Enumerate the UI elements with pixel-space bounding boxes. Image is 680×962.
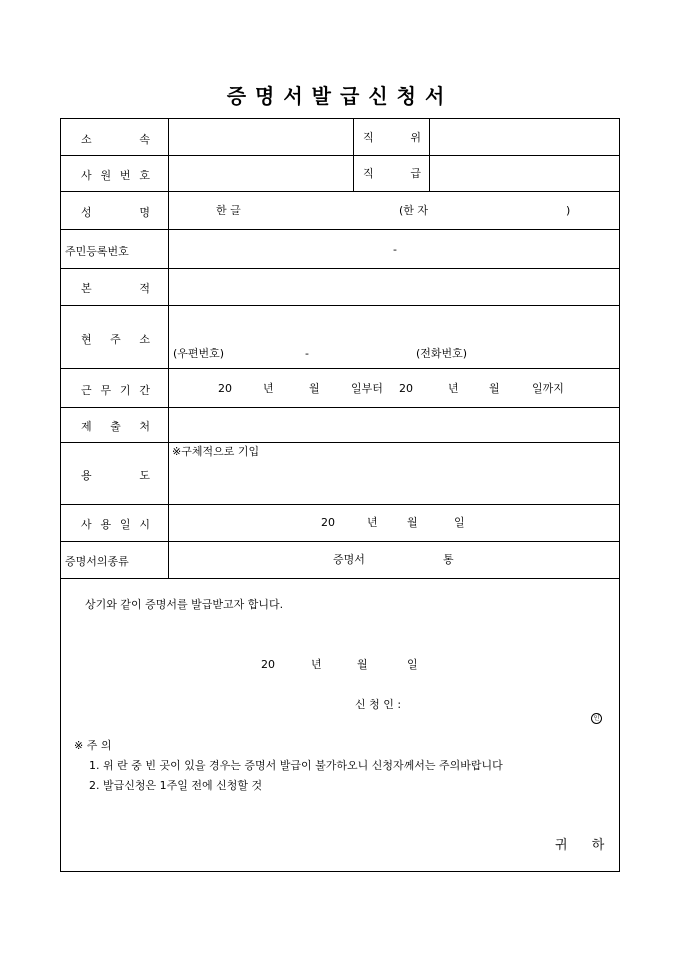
purpose-label: 용 도: [81, 469, 150, 482]
addressee: 귀 하: [555, 838, 615, 853]
notice-item: 1. 위 란 중 빈 곳이 있을 경우는 증명서 발급이 불가하오니 신청자께서는 주의바랍니다: [89, 759, 503, 772]
phone-field[interactable]: (전화번호): [416, 347, 468, 360]
period-month-unit: 월: [309, 382, 320, 395]
resident-number-label: 주민등록번호: [65, 245, 129, 258]
name-korean-field[interactable]: 한 글: [216, 204, 241, 217]
use-date-day-unit: 일: [454, 516, 465, 529]
row-divider: [61, 578, 619, 579]
affiliation-label: 소 속: [81, 133, 150, 146]
seal-icon: 인: [591, 713, 602, 724]
name-label: 성 명: [81, 206, 150, 219]
address-label: 현 주 소: [81, 333, 150, 346]
period-year-unit: 년: [263, 382, 274, 395]
row-divider: [61, 191, 619, 192]
grade-label: 직 급: [363, 167, 421, 180]
seal-mark: [577, 697, 602, 737]
apply-date-day-unit: 일: [407, 658, 418, 671]
period-end-month-unit: 월: [489, 382, 500, 395]
position-label: 직 위: [363, 131, 421, 144]
applicant-label: 신 청 인 :: [355, 698, 402, 711]
row-divider: [61, 541, 619, 542]
row-divider: [61, 442, 619, 443]
page-title: 증명서발급신청서: [226, 84, 454, 108]
submit-to-label: 제 출 처: [81, 420, 150, 433]
affiliation-field[interactable]: [168, 119, 353, 155]
origin-label: 본 적: [81, 282, 150, 295]
resident-number-field[interactable]: -: [393, 243, 397, 256]
use-date-year[interactable]: 20: [321, 516, 335, 529]
period-to-unit: 일까지: [532, 382, 564, 395]
period-start-year[interactable]: 20: [218, 382, 232, 395]
name-hanja-field[interactable]: (한 자: [399, 204, 429, 217]
period-from-unit: 일부터: [351, 382, 383, 395]
cert-type-name[interactable]: 증명서: [333, 553, 365, 566]
name-hanja-close: ): [566, 204, 571, 217]
grade-field[interactable]: [430, 156, 619, 191]
cert-type-count-unit: 통: [443, 553, 454, 566]
purpose-note: ※구체적으로 기입: [172, 445, 260, 458]
row-divider: [61, 368, 619, 369]
notice-item: 2. 발급신청은 1주일 전에 신청할 것: [89, 779, 263, 792]
origin-field[interactable]: [168, 269, 619, 305]
apply-date-year-unit: 년: [311, 658, 322, 671]
cert-type-label: 증명서의종류: [65, 555, 129, 568]
position-field[interactable]: [430, 119, 619, 155]
apply-date-year[interactable]: 20: [261, 658, 275, 671]
notice-title: ※ 주 의: [74, 739, 112, 752]
postal-dash: -: [305, 347, 309, 360]
statement-text: 상기와 같이 증명서를 발급받고자 합니다.: [85, 598, 284, 611]
employee-number-label: 사 원 번 호: [81, 169, 150, 182]
apply-date-month-unit: 월: [357, 658, 368, 671]
work-period-label: 근 무 기 간: [81, 384, 150, 397]
employee-number-field[interactable]: [168, 156, 353, 191]
row-divider: [61, 305, 619, 306]
postal-code-field[interactable]: (우편번호): [173, 347, 225, 360]
row-divider: [61, 229, 619, 230]
period-end-year-unit: 년: [448, 382, 459, 395]
use-date-label: 사 용 일 시: [81, 518, 150, 531]
column-divider: [353, 119, 354, 191]
submit-to-field[interactable]: [168, 408, 619, 442]
use-date-year-unit: 년: [367, 516, 378, 529]
use-date-month-unit: 월: [407, 516, 418, 529]
period-end-year[interactable]: 20: [399, 382, 413, 395]
certificate-form: [60, 118, 620, 872]
row-divider: [61, 504, 619, 505]
